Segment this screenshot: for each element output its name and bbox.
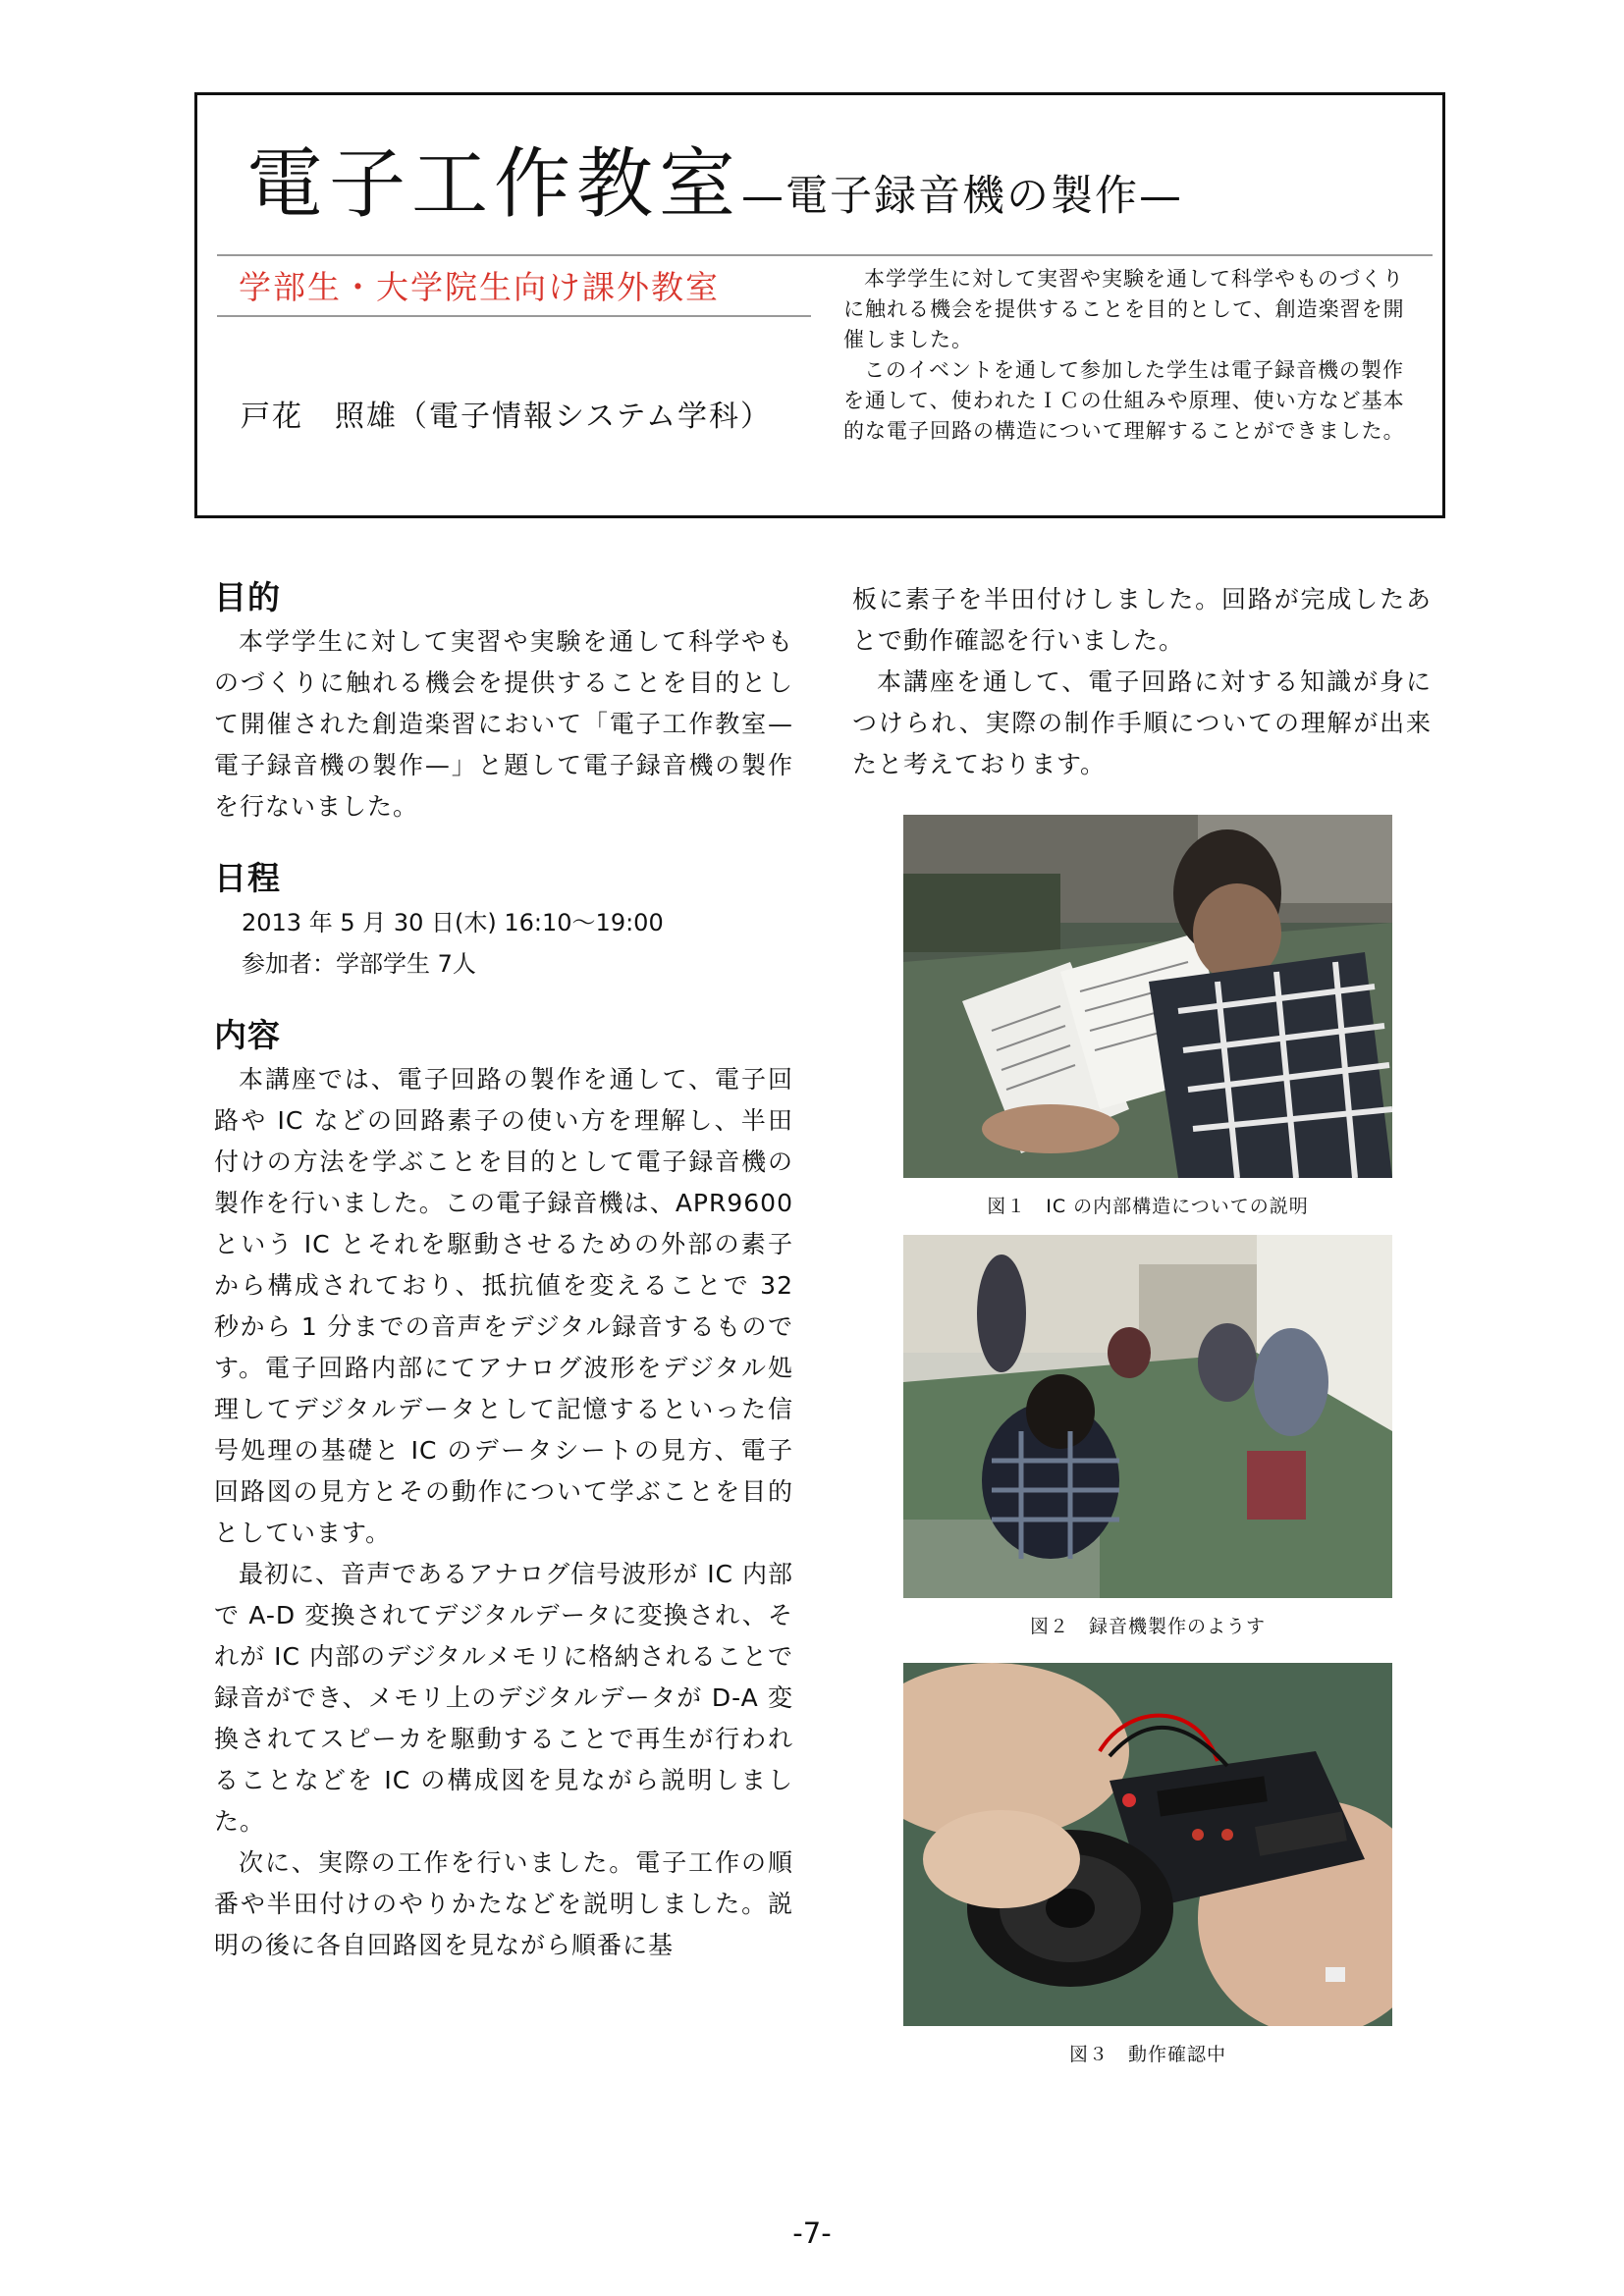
audience-rule [217, 315, 811, 317]
section-heading-content: 内容 [214, 1016, 281, 1054]
content-paragraph: 本講座では、電子回路の製作を通して、電子回路や IC などの回路素子の使い方を理解し、半田付けの方法を学ぶことを目的として電子録音機の製作を行いました。この電子録音機は、APR9600 という IC とそれを駆動させるための外部の素子から構成されており、抵抗値を変えることで 32 秒から 1 分までの音声をデジタル録音するものです。電子回路内部にてアナログ波形をデジタル処理してデジタルデータとして記憶するといった信号処理の基礎と IC のデータシートの見方、電子回路図の見方とその動作について学ぶことを目的としています。 [214, 1065, 793, 1547]
abstract-paragraph: このイベントを通して参加した学生は電子録音機の製作を通して、使われたＩＣの仕組みや原理、使い方など基本的な電子回路の構造について理解することができました。 [843, 358, 1405, 443]
page-number: -7- [792, 2216, 832, 2250]
abstract-paragraph: 本学学生に対して実習や実験を通して科学やものづくりに触れる機会を提供することを目的として、創造楽習を開催しました。 [843, 267, 1405, 351]
abstract [843, 264, 1423, 447]
author: 戸花 照雄（電子情報システム学科） [241, 400, 772, 434]
schedule-participants: 参加者：学部学生 7人 [242, 950, 476, 978]
photo-operation-check [903, 1663, 1392, 2026]
content-paragraph: 次に、実際の工作を行いました。電子工作の順番や半田付けのやりかたなどを説明しました。説明の後に各自回路図を見ながら順番に基 [214, 1848, 793, 1959]
content-paragraph: 最初に、音声であるアナログ信号波形が IC 内部で A-D 変換されてデジタルデータに変換され、それが IC 内部のデジタルメモリに格納されることで録音ができ、メモリ上のデジタルデータが D-A 変換されてスピーカを駆動することで再生が行われることなどを IC の構成図を見ながら説明しました。 [214, 1560, 793, 1836]
right-column [852, 579, 1432, 785]
audience-label: 学部生・大学院生向け課外教室 [239, 268, 720, 306]
title-rule [217, 254, 1433, 256]
header-box [194, 92, 1445, 518]
figure-2 [903, 1235, 1392, 1638]
section-heading-purpose: 目的 [214, 578, 281, 616]
schedule-date: 2013 年 5 月 30 日(木) 16:10～19:00 [242, 909, 664, 936]
figure-caption: 図３ 動作確認中 [1068, 2044, 1226, 2065]
figure-3 [903, 1663, 1392, 2066]
section-heading-schedule: 日程 [214, 859, 281, 897]
left-column [214, 574, 793, 1966]
content-paragraph-continued: 板に素子を半田付けしました。回路が完成したあとで動作確認を行いました。 [852, 585, 1432, 655]
page-title [246, 123, 1183, 233]
figure-caption: 図１ IC の内部構造についての説明 [987, 1196, 1309, 1217]
figure-caption: 図２ 録音機製作のようす [1029, 1616, 1266, 1637]
title-sub: —電子録音機の製作— [741, 172, 1184, 221]
photo-workshop [903, 1235, 1392, 1598]
photo-ic-explanation [903, 815, 1392, 1178]
figure-1 [903, 815, 1392, 1218]
purpose-text: 本学学生に対して実習や実験を通して科学やものづくりに触れる機会を提供することを目的として開催された創造楽習において「電子工作教室—電子録音機の製作—」と題して電子録音機の製作を行ないました。 [214, 627, 793, 821]
content-paragraph: 本講座を通して、電子回路に対する知識が身につけられ、実際の制作手順についての理解が出来たと考えております。 [852, 667, 1432, 778]
title-main: 電子工作教室 [246, 140, 742, 229]
